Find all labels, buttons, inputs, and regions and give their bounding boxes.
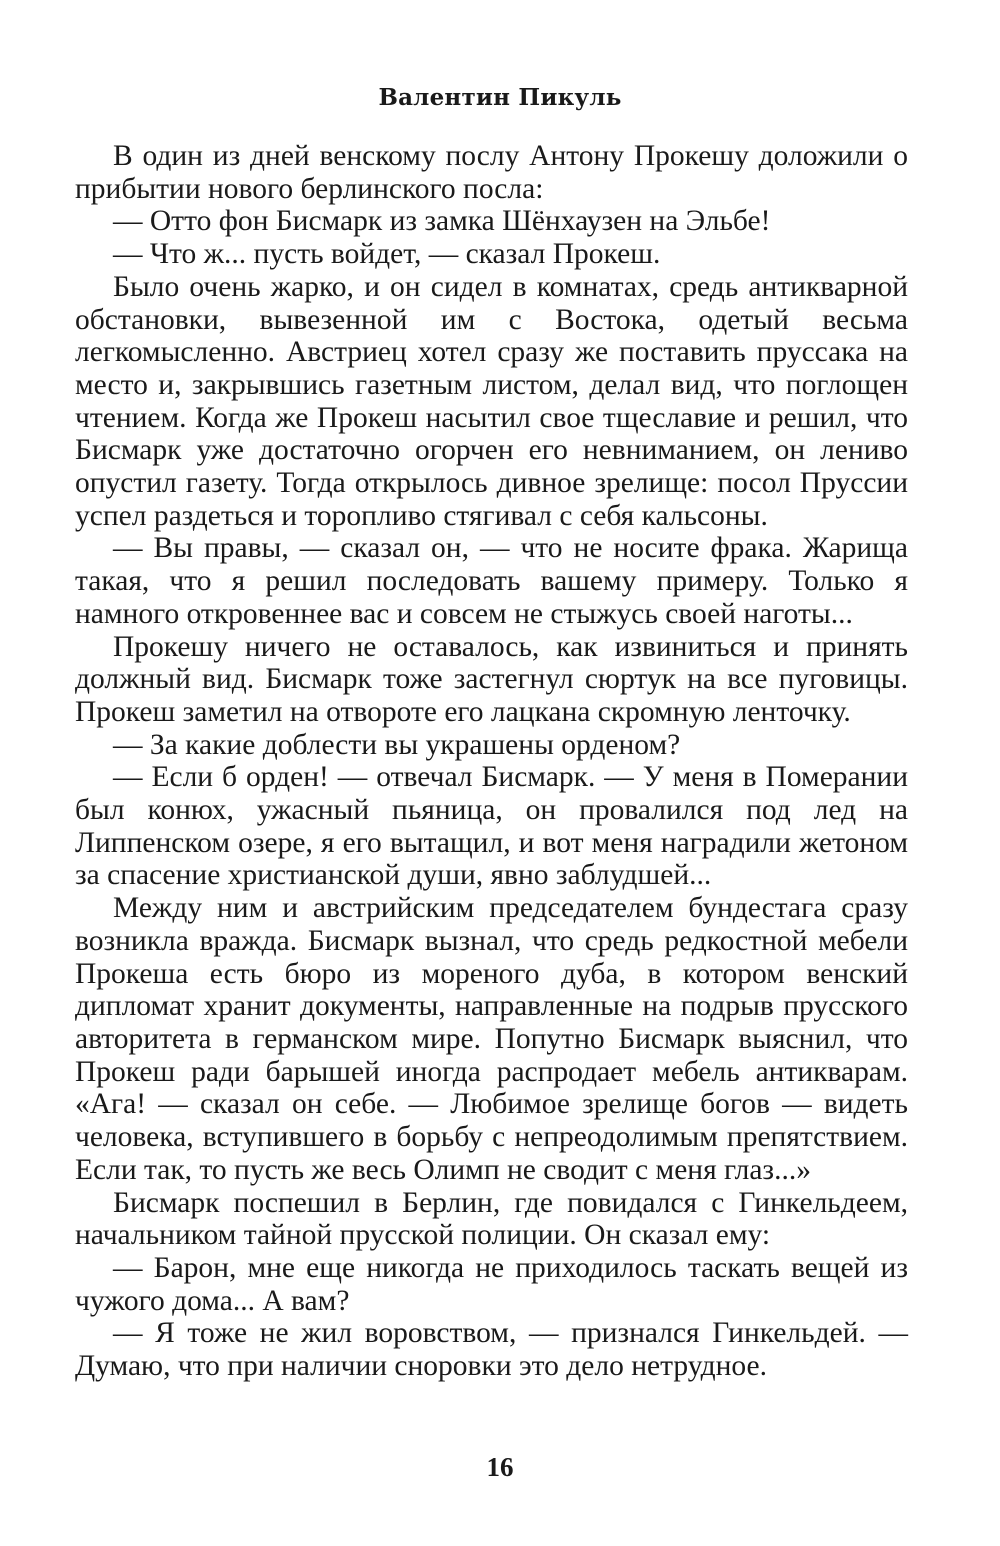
paragraph: — Барон, мне еще никогда не приходилось таскать вещей из чужого дома... А вам? (75, 1251, 908, 1317)
paragraph: — Я тоже не жил воровством, — признался Гинкельдей. — Думаю, что при наличии сноровки это дело нетрудное. (75, 1317, 908, 1383)
paragraph: — Что ж... пусть войдет, — сказал Прокеш. (113, 238, 661, 271)
paragraph: Между ним и австрийским председателем бундестага сразу возникла вражда. Бисмарк вызнал, что средь редкостной мебели Прокеша есть бюро из мореного дуба, в котором венский дипломат хранит документы, направленные на подрыв прусского авторитета в германском мире. Попутно Бисмарк выяснил, что Прокеш ради барышей иногда распродает мебель антикварам. «Ага! — сказал он себе. — Любимое зрелище богов — видеть человека, вступившего в борьбу с непреодолимым препятствием. Если так, то пусть же весь Олимп не сводит с меня глаз...» (75, 892, 908, 1186)
page-number: 16 (486, 1452, 514, 1482)
paragraph: — Если б орден! — отвечал Бисмарк. — У меня в Померании был конюх, ужасный пьяница, он провалился под лед на Липпенском озере, я его вытащил, и вот меня наградили жетоном за спасение христианской души, явно заблудшей... (75, 761, 908, 892)
paragraph: — Отто фон Бисмарк из замка Шёнхаузен на Эльбе! (113, 205, 771, 238)
running-head: Валентин Пикуль (378, 84, 622, 111)
paragraph: Бисмарк поспешил в Берлин, где повидался с Гинкельдеем, начальником тайной прусской полиции. Он сказал ему: (75, 1186, 908, 1252)
paragraph: — За какие доблести вы украшены орденом? (113, 728, 681, 761)
paragraph: Прокешу ничего не оставалось, как извиниться и принять должный вид. Бисмарк тоже застегнул сюртук на все пуговицы. Прокеш заметил на отвороте его лацкана скромную ленточку. (75, 630, 908, 728)
body-text (75, 140, 908, 1470)
paragraph: Было очень жарко, и он сидел в комнатах, средь антикварной обстановки, вывезенной им с Востока, одетый весьма легкомысленно. Австриец хотел сразу же поставить пруссака на место и, закрывшись газетным листом, делал вид, что поглощен чтением. Когда же Прокеш насытил свое тщеславие и решил, что Бисмарк уже достаточно огорчен его невниманием, он лениво опустил газету. Тогда открылось дивное зрелище: посол Пруссии успел раздеться и торопливо стягивал с себя кальсоны. (75, 270, 908, 532)
paragraph: В один из дней венскому послу Антону Прокешу доложили о прибытии нового берлинского посла: (75, 140, 908, 205)
paragraph: — Вы правы, — сказал он, — что не носите фрака. Жарища такая, что я решил последовать вашему примеру. Только я намного откровеннее вас и совсем не стыжусь своей наготы... (75, 532, 908, 630)
